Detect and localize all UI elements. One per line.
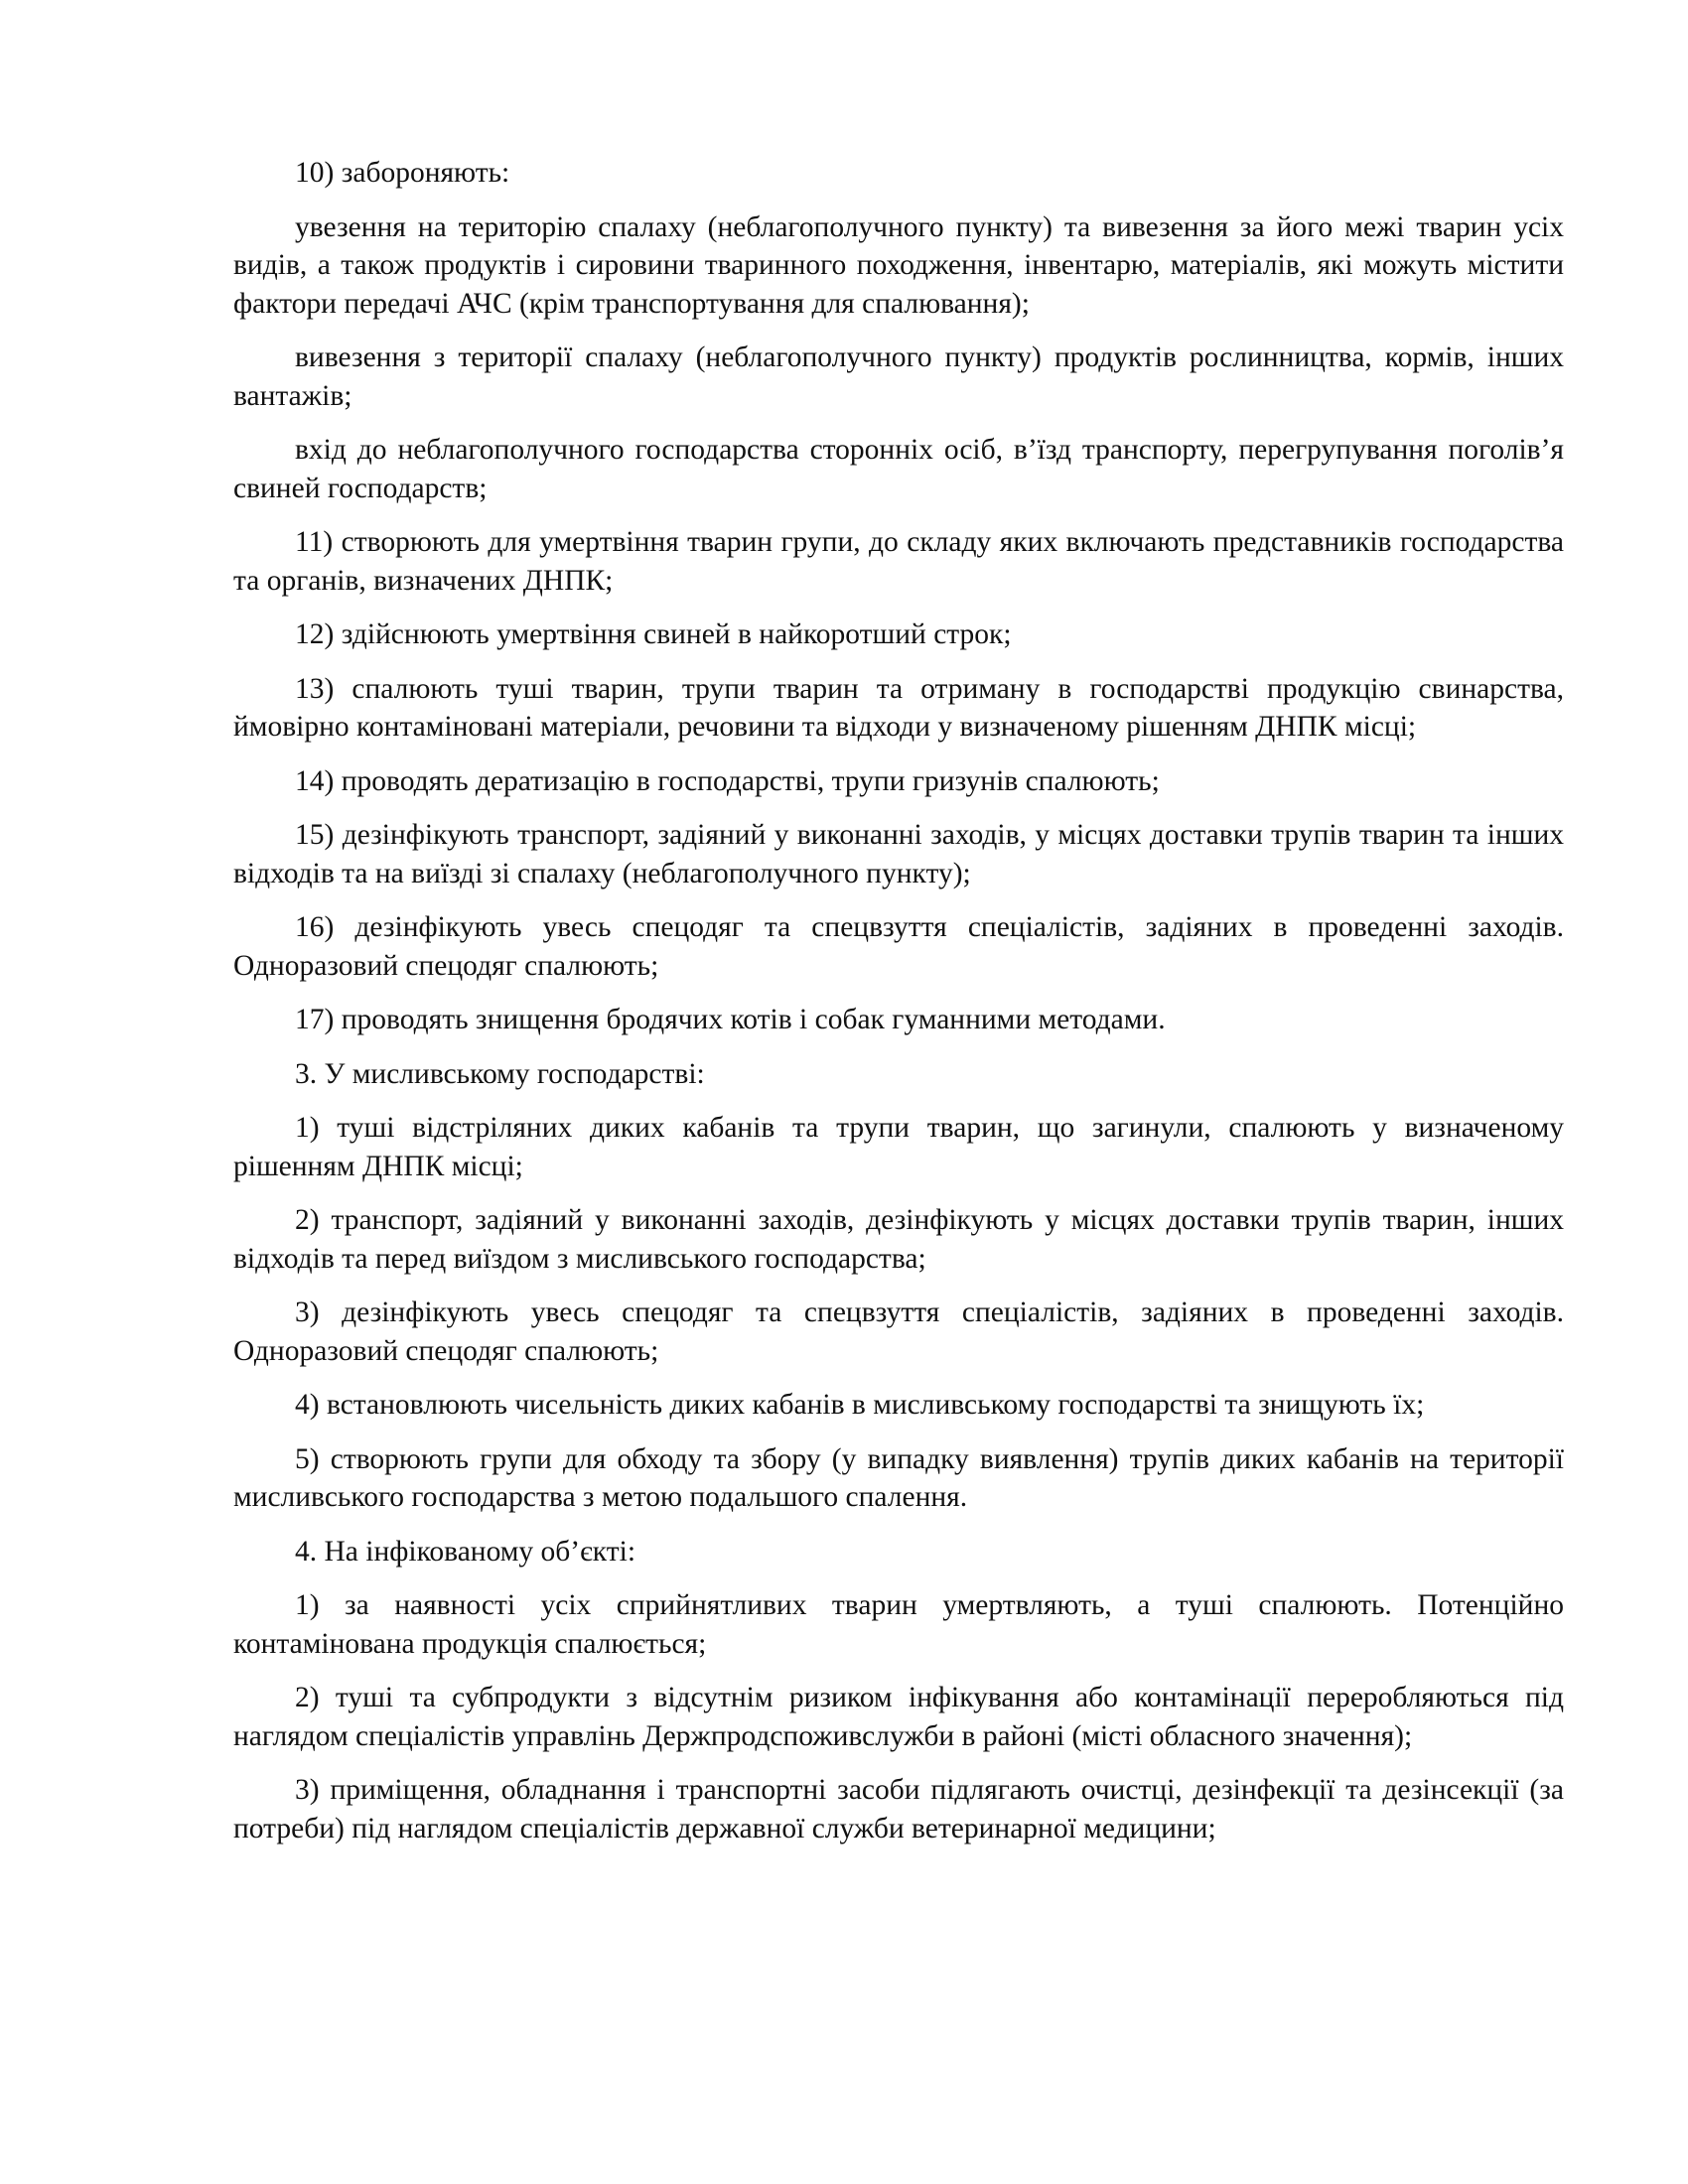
paragraph-4-1: 1) за наявності усіх сприйнятливих тварин умертвляють, а туші спалюють. Потенційно контамінована продукція спалюється;: [233, 1589, 1564, 1660]
section-heading-4: 4. На інфікованому об’єкті:: [295, 1535, 636, 1568]
paragraph-17: 17) проводять знищення бродячих котів і собак гуманними методами.: [295, 1004, 1166, 1035]
paragraph-3-4: 4) встановлюють чисельність диких кабанів в мисливському господарстві та знищують їх;: [295, 1389, 1425, 1421]
paragraph-15: 15) дезінфікують транспорт, задіяний у виконанні заходів, у місцях доставки трупів тварин та інших відходів та на виїзді зі спалаху (неблагополучного пункту);: [233, 819, 1564, 889]
paragraph-16: 16) дезінфікують увесь спецодяг та спецвзуття спеціалістів, задіяних в проведенні заходів. Одноразовий спецодяг спалюють;: [233, 911, 1564, 982]
paragraph-3-3: 3) дезінфікують увесь спецодяг та спецвзуття спеціалістів, задіяних в проведенні заходів. Одноразовий спецодяг спалюють;: [233, 1297, 1564, 1367]
paragraph-3-5: 5) створюють групи для обходу та збору (у випадку виявлення) трупів диких кабанів на території мисливського господарства з метою подальшого спалення.: [233, 1442, 1564, 1513]
paragraph-import-ban: увезення на територію спалаху (неблагополучного пункту) та вивезення за його межі тварин усіх видів, а також продуктів і сировини тваринного походження, інвентарю, матеріалів, які можуть містити фактори передачі АЧС (крім транспортування для спалювання);: [233, 210, 1564, 320]
paragraph-13: 13) спалюють туші тварин, трупи тварин та отриману в господарстві продукцію свинарства, ймовірно контаміновані матеріали, речовини та відходи у визначеному рішенням ДНПК місці;: [233, 672, 1564, 743]
paragraph-4-3: 3) приміщення, обладнання і транспортні засоби підлягають очистці, дезінфекції та дезінсекції (за потреби) під наглядом спеціалістів державної служби ветеринарної медицини;: [233, 1774, 1564, 1844]
paragraph-10: 10) забороняють:: [295, 157, 510, 189]
paragraph-export-ban: вивезення з території спалаху (неблагополучного пункту) продуктів рослинництва, кормів, інших вантажів;: [233, 341, 1564, 412]
paragraph-4-2: 2) туші та субпродукти з відсутнім ризиком інфікування або контамінації переробляються під наглядом спеціалістів управлінь Держпродспоживслужби в районі (місті обласного значення);: [233, 1682, 1564, 1752]
paragraph-3-1: 1) туші відстріляних диких кабанів та трупи тварин, що загинули, спалюють у визначеному рішенням ДНПК місці;: [233, 1112, 1564, 1182]
paragraph-entry-ban: вхід до неблагополучного господарства сторонніх осіб, в’їзд транспорту, перегрупування поголів’я свиней господарств;: [233, 434, 1564, 504]
section-heading-3: 3. У мисливському господарстві:: [295, 1057, 705, 1090]
paragraph-3-2: 2) транспорт, задіяний у виконанні заходів, дезінфікують у місцях доставки трупів тварин, інших відходів та перед виїздом з мисливського господарства;: [233, 1204, 1564, 1275]
document-page: [233, 154, 1564, 1863]
paragraph-12: 12) здійснюють умертвіння свиней в найкоротший строк;: [295, 618, 1012, 650]
paragraph-11: 11) створюють для умертвіння тварин групи, до складу яких включають представників господарства та органів, визначених ДНПК;: [233, 526, 1564, 597]
paragraph-14: 14) проводять дератизацію в господарстві, трупи гризунів спалюють;: [295, 764, 1160, 797]
